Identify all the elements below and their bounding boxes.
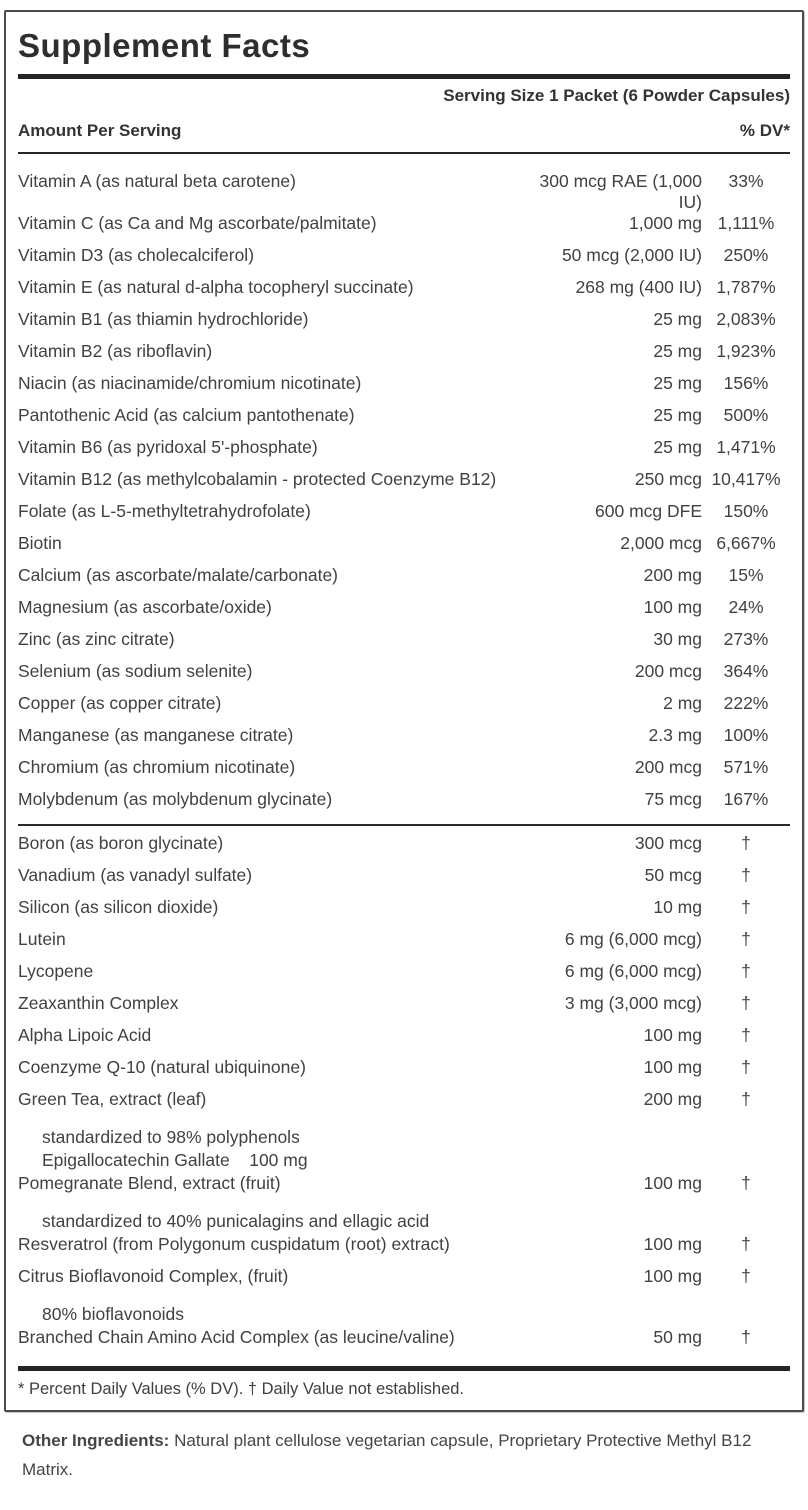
nutrient-row: [18, 757, 790, 789]
nutrient-amount: 2,000 mcg: [620, 533, 702, 553]
nutrient-dv: 15%: [728, 565, 764, 585]
nutrient-row: [18, 597, 790, 629]
nutrient-dv: 571%: [723, 757, 769, 777]
nutrient-dv: 100%: [723, 725, 769, 745]
nutrient-name: Copper (as copper citrate): [18, 693, 222, 713]
nutrient-name: Vitamin B12 (as methylcobalamin - protected Coenzyme B12): [18, 469, 497, 489]
nutrient-row: [18, 437, 790, 469]
nutrient-subrow: Epigallocatechin Gallate 100 mg: [42, 1150, 308, 1170]
nutrient-name: Vitamin A (as natural beta carotene): [18, 171, 296, 191]
nutrient-row: [18, 693, 790, 725]
nutrient-row: [18, 1266, 790, 1298]
nutrient-row: [18, 993, 790, 1025]
nutrient-dv: 150%: [723, 501, 769, 521]
nutrient-name: Selenium (as sodium selenite): [18, 661, 253, 681]
nutrient-row: [18, 789, 790, 821]
serving-size: Serving Size 1 Packet (6 Powder Capsules): [443, 86, 790, 105]
column-header-amount: Amount Per Serving: [18, 121, 182, 140]
nutrient-amount: 200 mcg: [634, 757, 702, 777]
nutrient-dv: †: [741, 833, 751, 853]
nutrient-name: Lutein: [18, 929, 66, 949]
nutrient-dv: †: [741, 897, 751, 917]
nutrient-name: Vitamin E (as natural d-alpha tocopheryl succinate): [18, 277, 414, 297]
nutrient-name: Silicon (as silicon dioxide): [18, 897, 219, 917]
nutrient-name: Coenzyme Q-10 (natural ubiquinone): [18, 1057, 306, 1077]
column-header-dv: % DV*: [739, 121, 790, 140]
nutrient-amount: 25 mg: [653, 341, 702, 361]
nutrient-row: [18, 501, 790, 533]
nutrient-dv: 273%: [723, 629, 769, 649]
nutrient-dv: 6,667%: [716, 533, 776, 553]
nutrient-row: [18, 533, 790, 565]
nutrient-dv: †: [741, 1266, 751, 1286]
supplement-facts-panel: [4, 10, 804, 1412]
nutrient-name: Folate (as L-5-methyltetrahydrofolate): [18, 501, 311, 521]
nutrient-amount: 100 mg: [643, 1057, 702, 1077]
nutrient-row: [18, 373, 790, 405]
nutrient-amount: 50 mg: [653, 1327, 702, 1347]
nutrient-amount: 6 mg (6,000 mcg): [564, 961, 702, 981]
nutrient-amount: 2 mg: [663, 693, 702, 713]
nutrient-dv: 156%: [723, 373, 769, 393]
nutrient-dv: †: [741, 1234, 751, 1254]
nutrient-row: [18, 1327, 790, 1359]
panel-title: Supplement Facts: [18, 27, 311, 64]
nutrient-dv: †: [741, 929, 751, 949]
nutrient-amount: 25 mg: [653, 405, 702, 425]
nutrient-subrow: standardized to 40% punicalagins and ellagic acid: [42, 1211, 430, 1231]
nutrient-row: [18, 661, 790, 693]
nutrient-amount: 1,000 mg: [629, 213, 702, 233]
nutrient-amount: 300 mcg: [634, 833, 702, 853]
nutrient-row: [18, 1234, 790, 1266]
nutrient-row: [18, 565, 790, 597]
nutrient-name: Niacin (as niacinamide/chromium nicotinate): [18, 373, 362, 393]
nutrient-name: Calcium (as ascorbate/malate/carbonate): [18, 565, 339, 585]
nutrient-name: Chromium (as chromium nicotinate): [18, 757, 296, 777]
nutrient-dv: 222%: [723, 693, 769, 713]
nutrient-name: Green Tea, extract (leaf): [18, 1089, 207, 1109]
nutrient-name: Vitamin B2 (as riboflavin): [18, 341, 213, 361]
nutrient-dv: †: [741, 1327, 751, 1347]
nutrient-name: Vitamin D3 (as cholecalciferol): [18, 245, 255, 265]
nutrient-dv: †: [741, 1025, 751, 1045]
nutrient-row: [18, 833, 790, 865]
nutrient-subrow: standardized to 98% polyphenols: [42, 1127, 300, 1147]
nutrient-row: [18, 245, 790, 277]
nutrient-amount: 200 mcg: [634, 661, 702, 681]
nutrient-dv: 1,471%: [716, 437, 776, 457]
nutrient-dv: 250%: [723, 245, 769, 265]
nutrient-row: [18, 629, 790, 661]
nutrient-row: [18, 213, 790, 245]
nutrient-name: Pantothenic Acid (as calcium pantothenate): [18, 405, 355, 425]
nutrient-amount: 100 mg: [643, 1025, 702, 1045]
nutrient-amount: 6 mg (6,000 mcg): [564, 929, 702, 949]
nutrient-name: Vitamin C (as Ca and Mg ascorbate/palmitate): [18, 213, 377, 233]
nutrient-amount: 25 mg: [653, 309, 702, 329]
nutrient-amount: 200 mg: [643, 1089, 702, 1109]
other-ingredients: [22, 1426, 796, 1484]
nutrient-amount: 100 mg: [643, 1266, 702, 1286]
nutrient-amount: 250 mcg: [634, 469, 702, 489]
nutrient-amount: 100 mg: [643, 1173, 702, 1193]
other-ingredients-label: Other Ingredients:: [22, 1431, 170, 1450]
nutrient-name: Boron (as boron glycinate): [18, 833, 224, 853]
nutrient-amount: 200 mg: [643, 565, 702, 585]
nutrient-name: Molybdenum (as molybdenum glycinate): [18, 789, 333, 809]
nutrient-amount: 30 mg: [653, 629, 702, 649]
section-divider: [18, 824, 790, 826]
nutrient-dv: 2,083%: [716, 309, 776, 329]
nutrient-amount: 25 mg: [653, 373, 702, 393]
nutrient-amount: 50 mcg: [644, 865, 702, 885]
nutrient-name: Vitamin B1 (as thiamin hydrochloride): [18, 309, 309, 329]
nutrient-dv: 167%: [723, 789, 769, 809]
nutrient-name: Magnesium (as ascorbate/oxide): [18, 597, 272, 617]
nutrient-dv: †: [741, 961, 751, 981]
nutrient-amount: 50 mcg (2,000 IU): [561, 245, 702, 265]
nutrient-row: [18, 929, 790, 961]
nutrient-dv: 24%: [728, 597, 764, 617]
nutrient-row: [18, 1173, 790, 1205]
nutrient-row: [18, 865, 790, 897]
nutrient-row: [18, 469, 790, 501]
nutrient-amount: 268 mg (400 IU): [575, 277, 702, 297]
nutrient-dv: 1,111%: [717, 213, 775, 233]
nutrient-row: [18, 1057, 790, 1089]
nutrient-name: Zeaxanthin Complex: [18, 993, 179, 1013]
nutrient-name: Zinc (as zinc citrate): [18, 629, 175, 649]
nutrient-row: [18, 309, 790, 341]
nutrient-name: Pomegranate Blend, extract (fruit): [18, 1173, 281, 1193]
nutrient-dv: 10,417%: [711, 469, 781, 489]
nutrient-subrow: 80% bioflavonoids: [42, 1304, 185, 1324]
nutrient-dv: †: [741, 865, 751, 885]
nutrient-amount: 100 mg: [643, 1234, 702, 1254]
nutrient-dv: 364%: [723, 661, 769, 681]
nutrient-name: Vanadium (as vanadyl sulfate): [18, 865, 253, 885]
nutrient-amount: 10 mg: [653, 897, 702, 917]
nutrient-dv: †: [741, 1089, 751, 1109]
nutrient-amount: 3 mg (3,000 mcg): [564, 993, 702, 1013]
nutrient-row: [18, 725, 790, 757]
nutrient-row: [18, 341, 790, 373]
nutrient-amount: 75 mcg: [644, 789, 702, 809]
nutrient-amount: 25 mg: [653, 437, 702, 457]
nutrient-row: [18, 897, 790, 929]
nutrient-dv: 1,787%: [716, 277, 776, 297]
nutrient-name: Resveratrol (from Polygonum cuspidatum (root) extract): [18, 1234, 450, 1254]
nutrient-row: [18, 1025, 790, 1057]
nutrient-dv: †: [741, 1173, 751, 1193]
nutrient-name: Biotin: [18, 533, 62, 553]
nutrient-row: [18, 1089, 790, 1121]
nutrient-dv: †: [741, 993, 751, 1013]
nutrient-dv: 33%: [728, 171, 764, 191]
nutrient-name: Manganese (as manganese citrate): [18, 725, 294, 745]
nutrient-row: [18, 405, 790, 437]
nutrient-name: Citrus Bioflavonoid Complex, (fruit): [18, 1266, 289, 1286]
nutrient-row: [18, 171, 790, 213]
nutrient-row: [18, 277, 790, 309]
nutrient-name: Lycopene: [18, 961, 94, 981]
nutrient-amount: 300 mcg RAE (1,000 IU): [539, 171, 702, 212]
column-header-row: [18, 112, 790, 152]
nutrient-name: Branched Chain Amino Acid Complex (as leucine/valine): [18, 1327, 455, 1347]
nutrient-amount: 600 mcg DFE: [595, 501, 702, 521]
nutrient-name: Alpha Lipoic Acid: [18, 1025, 152, 1045]
nutrient-dv: 500%: [723, 405, 769, 425]
nutrient-name: Vitamin B6 (as pyridoxal 5'-phosphate): [18, 437, 318, 457]
other-ingredients-text: Natural plant cellulose vegetarian capsule, Proprietary Protective Methyl B12 Matrix.: [22, 1431, 752, 1479]
nutrient-row: [18, 961, 790, 993]
nutrient-dv: 1,923%: [716, 341, 776, 361]
nutrient-amount: 2.3 mg: [648, 725, 702, 745]
footnote: * Percent Daily Values (% DV). † Daily Value not established.: [18, 1380, 465, 1398]
nutrient-dv: †: [741, 1057, 751, 1077]
nutrient-amount: 100 mg: [643, 597, 702, 617]
nutrient-rows: [18, 154, 790, 1359]
